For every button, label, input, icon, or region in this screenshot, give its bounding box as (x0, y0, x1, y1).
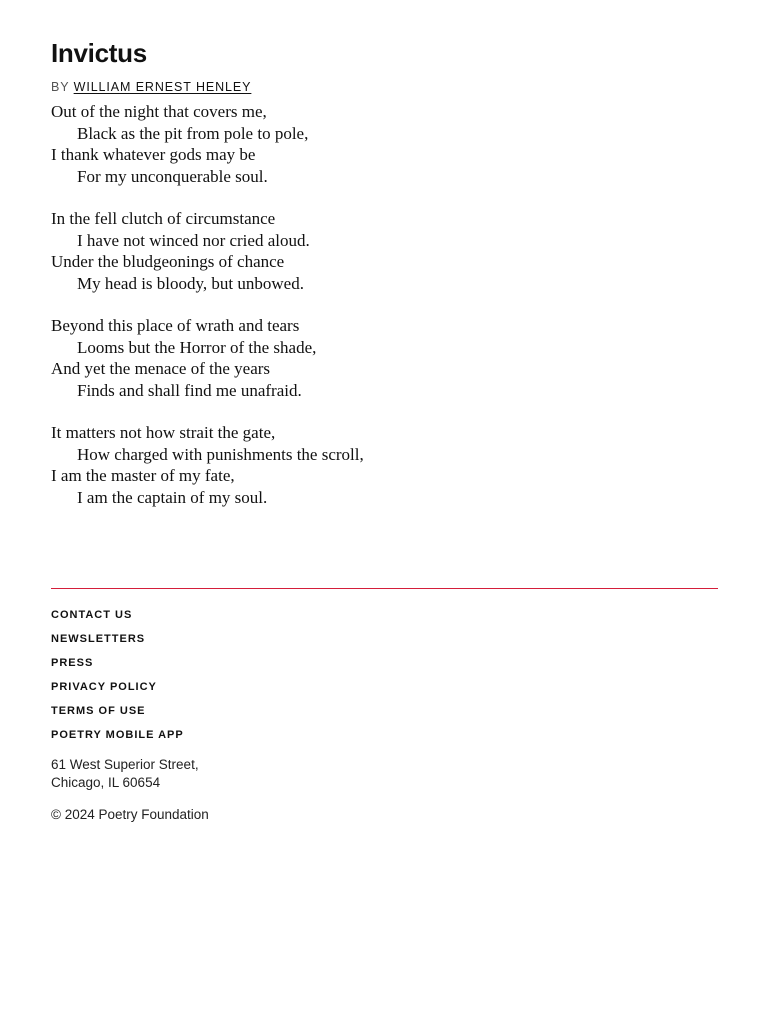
footer-nav-item (51, 726, 184, 750)
footer-nav (51, 606, 184, 750)
poem-line: Out of the night that covers me, (51, 102, 267, 121)
contact-us-link[interactable]: CONTACT US (51, 609, 133, 621)
newsletters-link[interactable]: NEWSLETTERS (51, 633, 146, 645)
poem-line: How charged with punishments the scroll, (77, 444, 364, 464)
poem-line: Looms but the Horror of the shade, (77, 337, 317, 357)
poem-line: Under the bludgeonings of chance (51, 252, 285, 271)
poetry-mobile-app-link[interactable]: POETRY MOBILE APP (51, 729, 184, 741)
poem-line: In the fell clutch of circumstance (51, 209, 276, 228)
stanza-4 (51, 422, 364, 508)
footer-address (51, 756, 199, 791)
poem-line: My head is bloody, but unbowed. (77, 273, 304, 293)
byline-prefix: BY (51, 80, 70, 94)
poem-line: Black as the pit from pole to pole, (77, 123, 309, 143)
footer-nav-item (51, 630, 184, 654)
footer-divider (51, 588, 718, 589)
poem-line: I thank whatever gods may be (51, 145, 256, 164)
copyright: © 2024 Poetry Foundation (51, 807, 209, 822)
stanza-3 (51, 315, 364, 401)
footer-nav-item (51, 606, 184, 630)
terms-of-use-link[interactable]: TERMS OF USE (51, 705, 146, 717)
poem-line: Beyond this place of wrath and tears (51, 316, 300, 335)
poem-line: I am the captain of my soul. (77, 487, 268, 507)
poem-line: I have not winced nor cried aloud. (77, 230, 310, 250)
stanza-2 (51, 208, 364, 294)
poem-line: For my unconquerable soul. (77, 166, 268, 186)
author-link[interactable]: WILLIAM ERNEST HENLEY (73, 80, 252, 94)
privacy-policy-link[interactable]: PRIVACY POLICY (51, 681, 157, 693)
address-line-2: Chicago, IL 60654 (51, 774, 161, 790)
press-link[interactable]: PRESS (51, 657, 94, 669)
poem-line: And yet the menace of the years (51, 359, 271, 378)
footer-nav-item (51, 678, 184, 702)
footer-nav-item (51, 702, 184, 726)
footer-nav-item (51, 654, 184, 678)
byline (51, 79, 251, 95)
poem-line: I am the master of my fate, (51, 466, 235, 485)
poem-title: Invictus (51, 38, 147, 68)
stanza-1 (51, 101, 364, 187)
poem-line: Finds and shall find me unafraid. (77, 380, 302, 400)
address-line-1: 61 West Superior Street, (51, 757, 199, 772)
poem-body (51, 101, 364, 529)
poem-line: It matters not how strait the gate, (51, 423, 276, 442)
